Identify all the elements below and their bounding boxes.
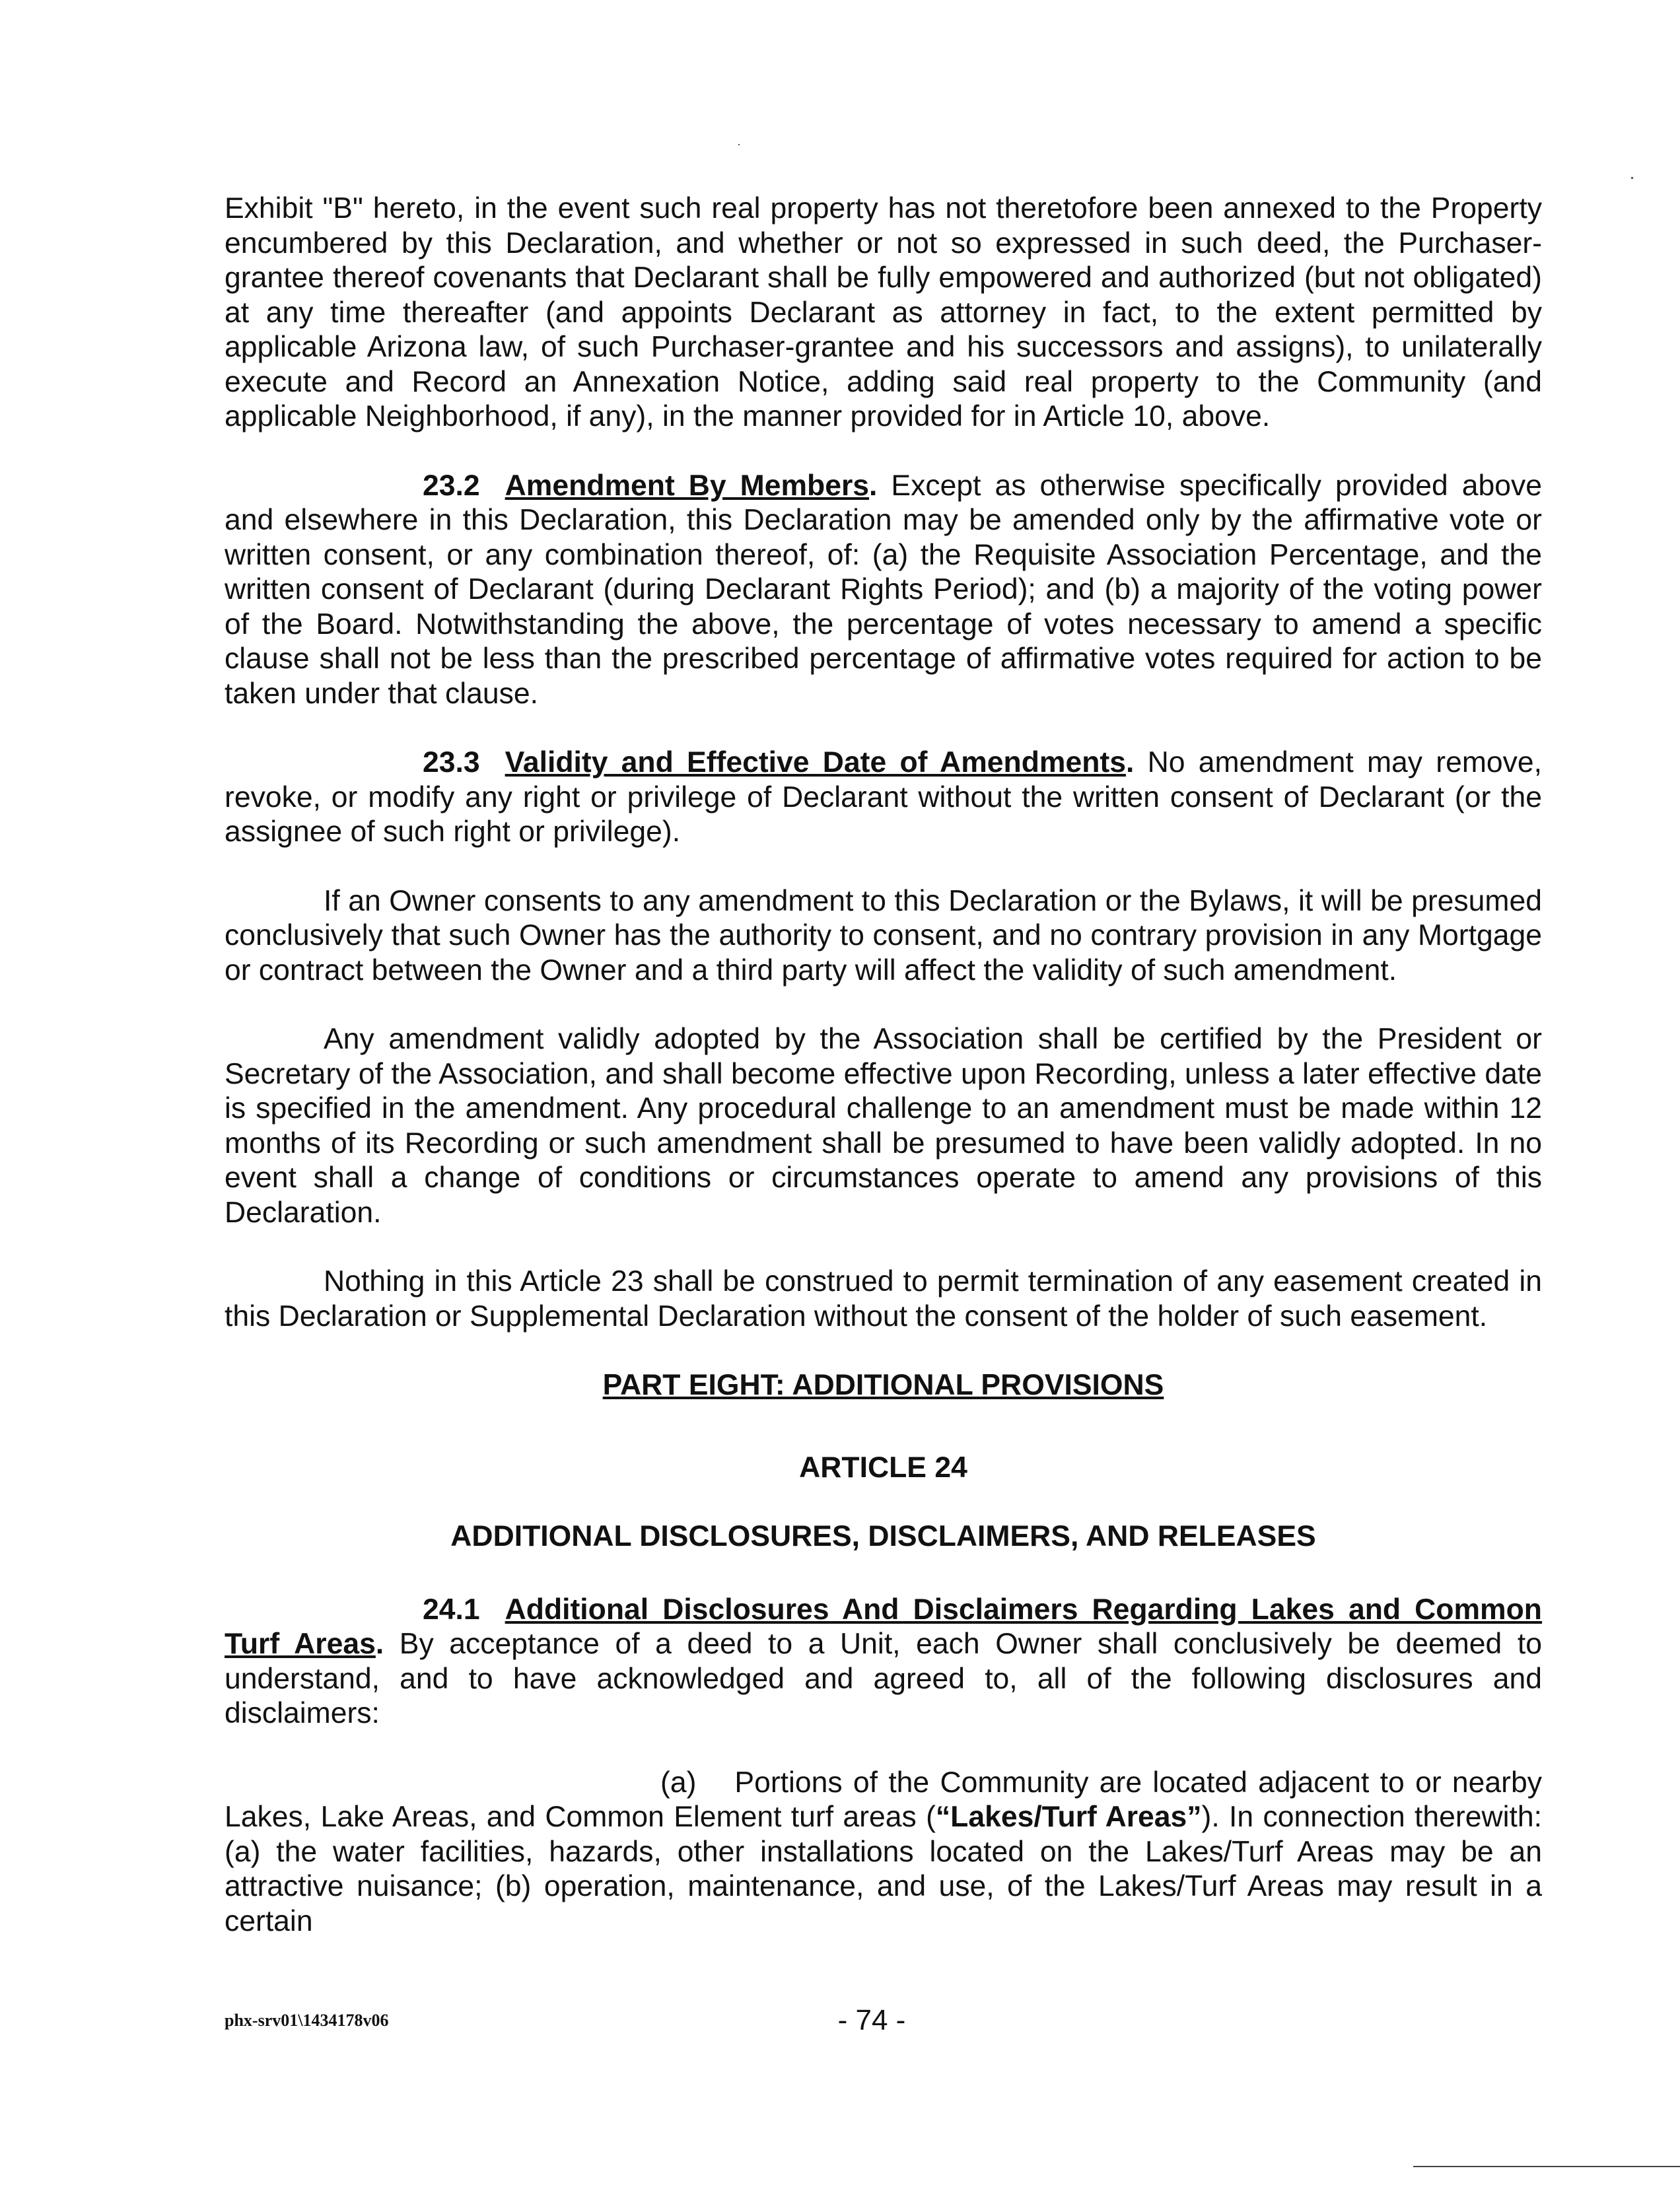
article-heading <box>225 1451 1542 1554</box>
section-23-3: 23.3 Validity and Effective Date of Amendments. No amendment may remove, revoke, or modify any right or privilege of Declarant without the written consent of Declarant (or the assignee of such right or privilege). <box>225 746 1542 848</box>
section-body: By acceptance of a deed to a Unit, each Owner shall conclusively be deemed to understand, and to have acknowledged and agreed to, all of the following disclosures and disclaimers: <box>225 1628 1542 1729</box>
section-body: No amendment may remove, revoke, or modify any right or privilege of Declarant without the written consent of Declarant (or the assignee of such right or privilege). <box>225 746 1542 848</box>
defined-term: “Lakes/Turf Areas” <box>935 1801 1202 1833</box>
section-number: 23.2 <box>423 469 480 502</box>
paragraph-easement: Nothing in this Article 23 shall be construed to permit termination of any easement created in this Declaration or Supplemental Declaration without the consent of the holder of such easement. <box>225 1265 1542 1333</box>
subsection-a <box>225 1766 1542 1939</box>
footer-document-id: phx-srv01\1434178v06 <box>225 2011 389 2030</box>
section-23-2: 23.2 Amendment By Members. Except as otherwise specifically provided above and elsewhere in this Declaration, this Declaration may be amended only by the affirmative vote or written consent, or any combination thereof, of: (a) the Requisite Association Percentage, and the written consent of Declarant (during Declarant Rights Period); and (b) a majority of the voting power of the Board. Notwithstanding the above, the percentage of votes necessary to amend a specific clause shall not be less than the prescribed percentage of affirmative votes required for action to be taken under that clause. <box>225 469 1542 710</box>
part-heading: PART EIGHT: ADDITIONAL PROVISIONS <box>602 1369 1164 1401</box>
subsection-text-start: Portions of the Community are located adjacent to or nearby Lakes, Lake Areas, and Common Element turf areas ( <box>225 1766 1542 1833</box>
paragraph-continuation: Exhibit "B" hereto, in the event such real property has not theretofore been annexed to the Property encumbered by this Declaration, and whether or not so expressed in such deed, the Purchaser-grantee thereof covenants that Declarant shall be fully empowered and authorized (but not obligated) at any time thereafter (and appoints Declarant as attorney in fact, to the extent permitted by applicable Arizona law, of such Purchaser-grantee and his successors and assigns), to unilaterally execute and Record an Annexation Notice, adding said real property to the Community (and applicable Neighborhood, if any), in the manner provided for in Article 10, above. <box>225 192 1542 433</box>
section-number: 24.1 <box>423 1593 480 1626</box>
section-title: Validity and Effective Date of Amendments <box>505 746 1126 779</box>
section-body: Except as otherwise specifically provided above and elsewhere in this Declaration, this Declaration may be amended only by the affirmative vote or written consent, or any combination thereof, of: (a) the Requisite Association Percentage, and the written consent of Declarant (during Declarant Rights Period); and (b) a majority of the voting power of the Board. Notwithstanding the above, the percentage of votes necessary to amend a specific clause shall not be less than the prescribed percentage of affirmative votes required for action to be taken under that clause. <box>225 469 1542 710</box>
section-number: 23.3 <box>423 746 480 779</box>
article-number: ARTICLE 24 <box>799 1451 967 1484</box>
scan-artifact-dot <box>1631 177 1633 179</box>
section-title: Additional Disclosures And Disclaimers Regarding Lakes and Common Turf Areas <box>225 1593 1542 1660</box>
scan-artifact-dot <box>738 144 740 145</box>
paragraph-amendment-certification: Any amendment validly adopted by the Association shall be certified by the President or Secretary of the Association, and shall become effective upon Recording, unless a later effective date is specified in the amendment. Any procedural challenge to an amendment must be made within 12 months of its Recording or such amendment shall be presumed to have been validly adopted. In no event shall a change of conditions or circumstances operate to amend any provisions of this Declaration. <box>225 1023 1542 1229</box>
article-title: ADDITIONAL DISCLOSURES, DISCLAIMERS, AND RELEASES <box>450 1520 1316 1552</box>
footer-page-number: - 74 - <box>837 2004 906 2036</box>
paragraph-owner-consent: If an Owner consents to any amendment to this Declaration or the Bylaws, it will be presumed conclusively that such Owner has the authority to consent, and no contrary provision in any Mortgage or contract between the Owner and a third party will affect the validity of such amendment. <box>225 884 1542 987</box>
subsection-text-end: ). In connection therewith: (a) the water facilities, hazards, other installations located on the Lakes/Turf Areas may be an attractive nuisance; (b) operation, maintenance, and use, of the Lakes/Turf Areas may result in a certain <box>225 1801 1542 1937</box>
subsection-marker: (a) <box>660 1766 697 1799</box>
document-body <box>225 191 1542 1973</box>
section-title: Amendment By Members <box>505 469 870 502</box>
scan-artifact-line <box>1413 2166 1680 2167</box>
section-24-1: 24.1 Additional Disclosures And Disclaimers Regarding Lakes and Common Turf Areas. By acceptance of a deed to a Unit, each Owner shall conclusively be deemed to understand, and to have acknowledged and agreed to, all of the following disclosures and disclaimers: <box>225 1593 1542 1729</box>
